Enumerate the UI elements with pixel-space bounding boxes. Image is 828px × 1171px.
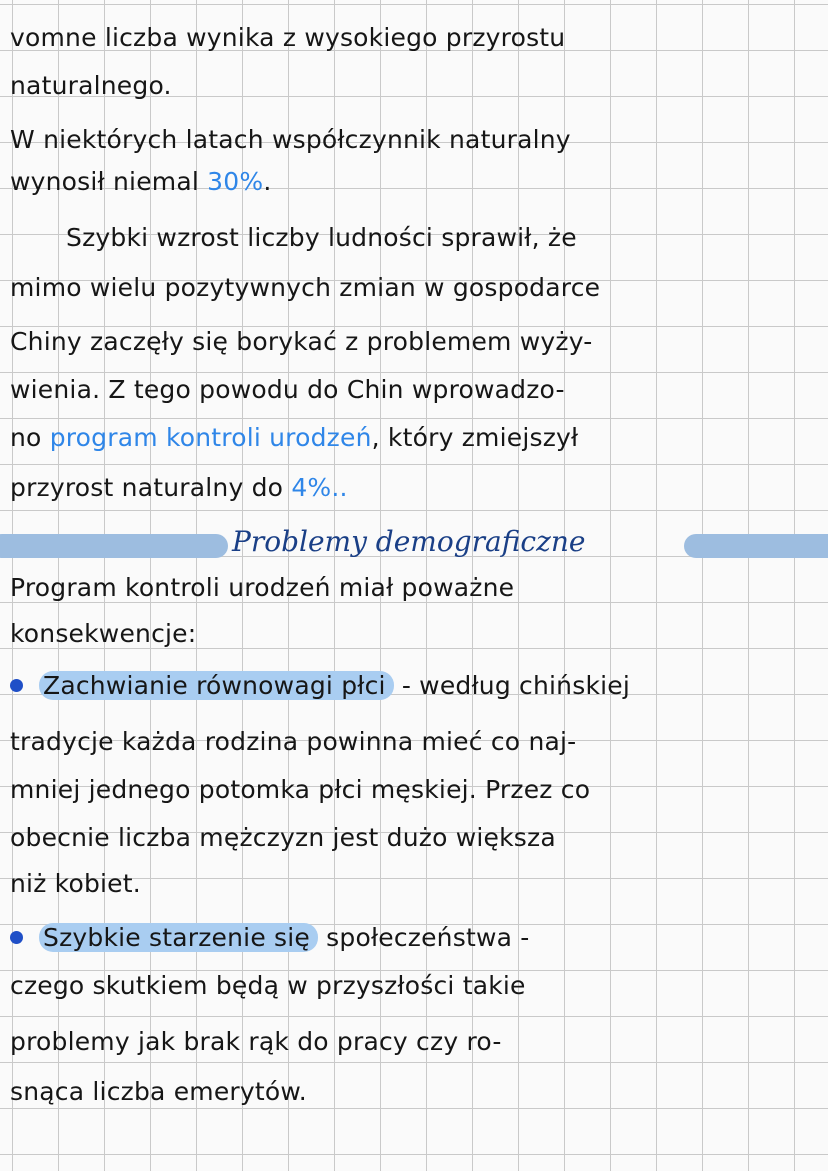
text-line: vomne liczba wynika z wysokiego przyrostu [10,23,566,52]
text-line: niż kobiet. [10,869,141,898]
text-line: obecnie liczba mężczyzn jest dużo większa [10,823,556,852]
highlighted-term: Szybkie starzenie się [39,923,318,952]
blue-highlight-text: 30% [207,167,264,196]
text-line: mimo wielu pozytywnych zmian w gospodarce [10,273,601,302]
blue-highlight-text: 4%.. [291,473,348,502]
text-line [10,468,822,508]
text-line: problemy jak brak rąk do pracy czy ro- [10,1027,502,1056]
heading-highlight-bar [684,534,828,558]
heading-text: Problemy demograficzne [232,525,586,558]
text-line: Chiny zaczęły się borykać z problemem wyży- [10,327,593,356]
text-line: naturalnego. [10,71,172,100]
text-segment: . [263,167,272,196]
text-line: konsekwencje: [10,619,197,648]
highlighted-term: Zachwianie równowagi płci [39,671,394,700]
text-line: Program kontroli urodzeń miał poważne [10,573,515,602]
text-line: Szybki wzrost liczby ludności sprawił, że [66,223,577,252]
bullet-item [10,666,822,706]
text-line: W niektórych latach współczynnik naturalny [10,125,571,154]
text-line [10,418,822,458]
text-line: mniej jednego potomka płci męskiej. Przez co [10,775,591,804]
blue-highlight-text: program kontroli urodzeń [49,423,372,452]
heading-highlight-bar [0,534,228,558]
text-line [10,162,822,202]
text-line: snąca liczba emerytów. [10,1077,307,1106]
text-line: tradycje każda rodzina powinna mieć co naj- [10,727,577,756]
section-heading [0,520,828,564]
text-segment: wynosił niemal [10,167,208,196]
text-segment: przyrost naturalny do [10,473,292,502]
bullet-dot-icon [10,679,23,692]
text-line: wienia. Z tego powodu do Chin wprowadzo- [10,375,565,404]
text-segment: no [10,423,50,452]
text-segment: społeczeństwa - [318,923,530,952]
bullet-item [10,918,822,958]
bullet-dot-icon [10,931,23,944]
text-segment: , który zmiejszył [371,423,579,452]
text-segment: - według chińskiej [393,671,631,700]
text-line: czego skutkiem będą w przyszłości takie [10,971,526,1000]
